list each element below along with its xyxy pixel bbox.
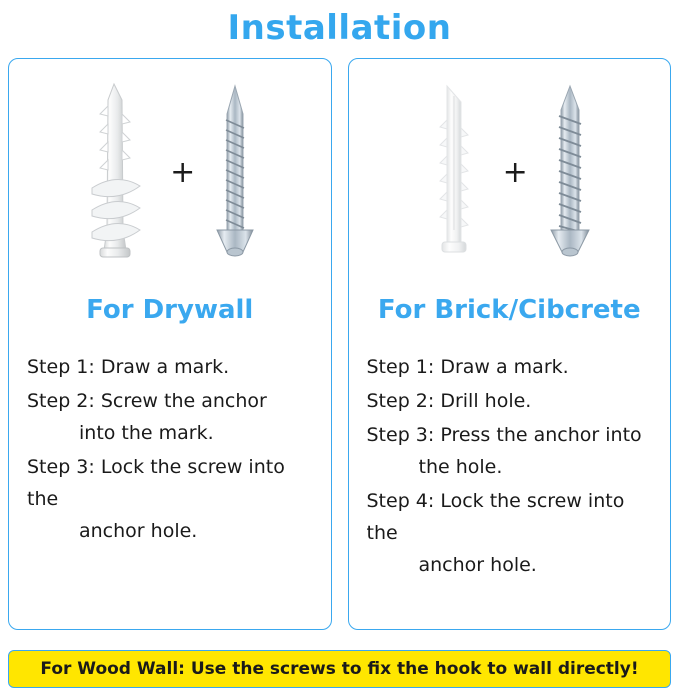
card-heading-drywall: For Drywall bbox=[86, 295, 254, 325]
steps-brick bbox=[349, 351, 671, 581]
step-text-continued: anchor hole. bbox=[79, 520, 198, 542]
step-text: Step 3: Lock the screw into the bbox=[27, 456, 285, 510]
step-text: Step 2: Drill hole. bbox=[366, 390, 532, 412]
step-item bbox=[367, 485, 655, 581]
screw-icon bbox=[213, 80, 257, 270]
step-item bbox=[27, 351, 315, 383]
step-item bbox=[367, 351, 655, 383]
step-item bbox=[367, 419, 655, 483]
step-text: Step 2: Screw the anchor bbox=[27, 390, 267, 412]
step-item bbox=[27, 451, 315, 547]
plus-sign-drywall: + bbox=[170, 155, 196, 190]
plus-sign-brick: + bbox=[502, 155, 528, 190]
cards-container bbox=[0, 52, 679, 630]
card-brick-concrete bbox=[348, 58, 672, 630]
steps-drywall bbox=[9, 351, 331, 547]
step-text: Step 4: Lock the screw into the bbox=[366, 490, 625, 544]
card-heading-brick: For Brick/Cibcrete bbox=[377, 295, 641, 325]
brick-art bbox=[349, 59, 671, 285]
step-text-continued: anchor hole. bbox=[418, 554, 537, 576]
drywall-art bbox=[9, 59, 331, 285]
footer-banner bbox=[8, 650, 671, 688]
screw-icon bbox=[546, 80, 594, 270]
step-text-continued: into the mark. bbox=[79, 422, 214, 444]
step-text-continued: the hole. bbox=[418, 456, 503, 478]
footer-text: For Wood Wall: Use the screws to fix the hook to wall directly! bbox=[40, 659, 639, 679]
wall-plug-anchor-icon bbox=[425, 80, 485, 270]
step-text: Step 1: Draw a mark. bbox=[27, 356, 230, 378]
card-drywall bbox=[8, 58, 332, 630]
step-item bbox=[367, 385, 655, 417]
step-text: Step 1: Draw a mark. bbox=[366, 356, 569, 378]
step-item bbox=[27, 385, 315, 449]
step-text: Step 3: Press the anchor into bbox=[366, 424, 642, 446]
page-title: Installation bbox=[227, 8, 452, 48]
drywall-anchor-icon bbox=[82, 80, 152, 270]
